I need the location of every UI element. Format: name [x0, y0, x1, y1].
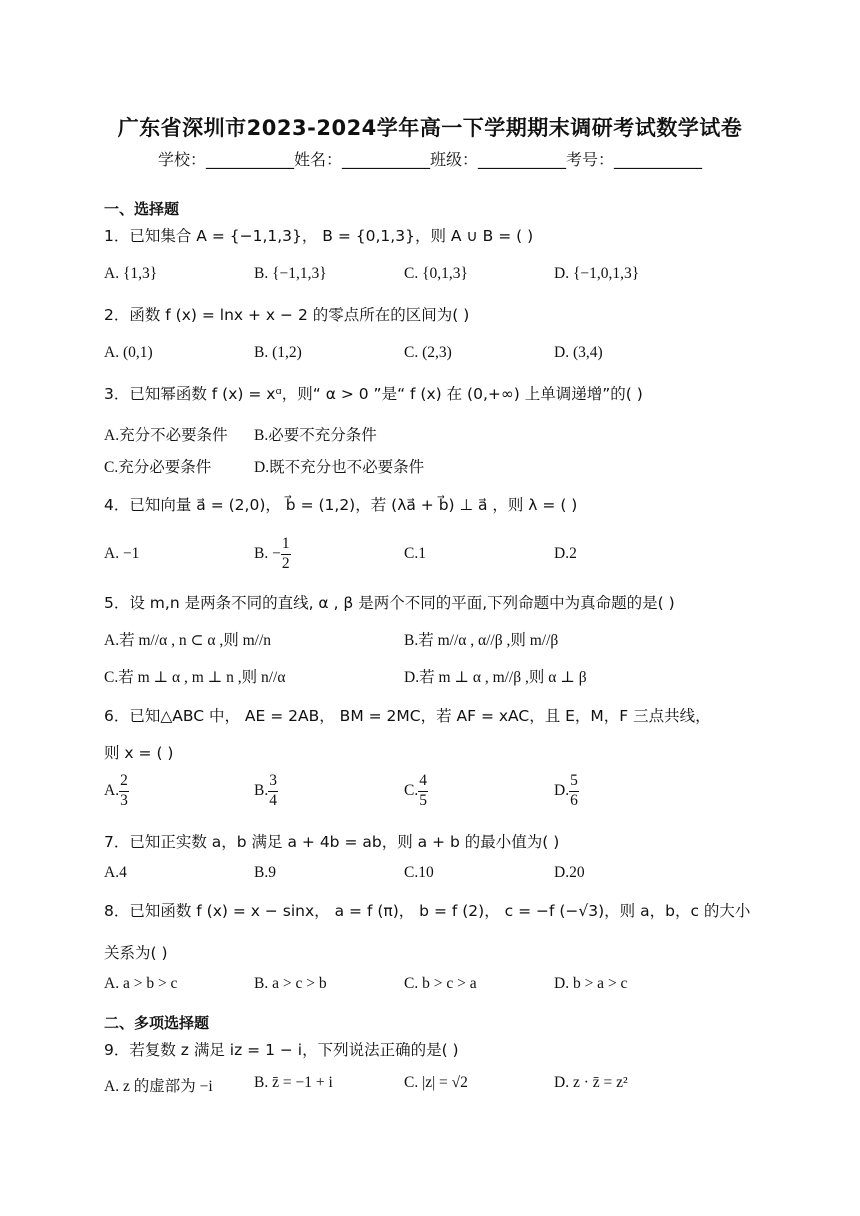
option-letter: A.	[104, 782, 120, 800]
question-7-stem: 7．已知正实数 a，b 满足 a + 4b = ab，则 a + b 的最小值为( )	[104, 833, 560, 851]
q5-option-a: A.若 m//α , n ⊂ α ,则 m//n	[104, 632, 272, 649]
q7-option-b: B.9	[254, 864, 276, 881]
student-info-line: 学校：___________姓名：___________班级：___________考号：___________	[157, 150, 702, 169]
q7-option-d: D.20	[554, 864, 585, 881]
q4-option-b-prefix: B. −	[254, 545, 281, 563]
q6-option-c	[404, 772, 428, 810]
fraction-denominator: 6	[570, 791, 578, 809]
q9-option-d: D. z · z̄ = z²	[554, 1074, 628, 1091]
q6-option-a	[104, 772, 129, 810]
question-5-stem: 5．设 m,n 是两条不同的直线, α , β 是两个不同的平面,下列命题中为真命题的是( )	[104, 594, 675, 612]
fraction-denominator: 4	[269, 791, 277, 809]
q4-option-d: D.2	[554, 545, 577, 562]
q2-option-d: D. (3,4)	[554, 344, 603, 361]
fraction-numerator: 3	[268, 772, 278, 792]
fraction-denominator: 2	[281, 554, 290, 572]
option-letter: D.	[554, 782, 570, 800]
section-heading-single-choice: 一、选择题	[104, 200, 180, 218]
q2-option-a: A. (0,1)	[104, 344, 153, 361]
q1-option-b: B. {−1,1,3}	[254, 265, 327, 282]
fraction-numerator: 2	[119, 772, 129, 792]
q4-option-a: A. −1	[104, 545, 140, 562]
question-3-stem: 3．已知幂函数 f (x) = xᵅ，则“ α > 0 ”是“ f (x) 在 (0,+∞) 上单调递增”的( )	[104, 385, 643, 403]
option-letter: B.	[254, 782, 269, 800]
q1-option-c: C. {0,1,3}	[404, 265, 468, 282]
q9-option-b: B. z̄ = −1 + i	[254, 1074, 333, 1091]
q9-option-a: A. z 的虚部为 −i	[104, 1078, 213, 1095]
q2-option-c: C. (2,3)	[404, 344, 452, 361]
q5-option-c: C.若 m ⊥ α , m ⊥ n ,则 n//α	[104, 669, 286, 686]
q7-option-c: C.10	[404, 864, 434, 881]
fraction-numerator: 4	[418, 772, 428, 792]
q4-option-b-fraction	[281, 535, 291, 573]
question-8-stem-line1: 8．已知函数 f (x) = x − sinx， a = f (π)， b = f (2)， c = −f (−√3)，则 a，b，c 的大小	[104, 902, 751, 920]
q1-option-d: D. {−1,0,1,3}	[554, 265, 640, 282]
fraction-denominator: 5	[419, 791, 427, 809]
q3-option-d: D.既不充分也不必要条件	[254, 459, 425, 476]
question-2-stem: 2．函数 f (x) = lnx + x − 2 的零点所在的区间为( )	[104, 306, 470, 324]
q5-option-b: B.若 m//α , α//β ,则 m//β	[404, 632, 559, 649]
q5-option-d: D.若 m ⊥ α , m//β ,则 α ⊥ β	[404, 669, 587, 686]
q6-option-b-fraction	[268, 772, 278, 810]
question-4-stem: 4．已知向量 a⃗ = (2,0)， b⃗ = (1,2)，若 (λa⃗ + b⃗) ⊥ a⃗ ，则 λ = ( )	[104, 496, 578, 514]
q6-option-a-fraction	[119, 772, 129, 810]
q9-option-c: C. |z| = √2	[404, 1074, 468, 1091]
q6-option-d-fraction	[569, 772, 579, 810]
q2-option-b: B. (1,2)	[254, 344, 302, 361]
option-letter: C.	[404, 782, 419, 800]
fraction-denominator: 3	[120, 791, 128, 809]
q6-option-b	[254, 772, 278, 810]
q7-option-a: A.4	[104, 864, 127, 881]
q4-option-b	[254, 535, 291, 573]
section-heading-multiple-choice: 二、多项选择题	[104, 1014, 210, 1032]
q6-option-d	[554, 772, 579, 810]
question-9-stem: 9．若复数 z 满足 iz = 1 − i，下列说法正确的是( )	[104, 1041, 459, 1059]
question-6-stem-line1: 6．已知△ABC 中， AE = 2AB， BM = 2MC，若 AF = xAC，且 E，M，F 三点共线，	[104, 707, 711, 725]
q6-option-c-fraction	[418, 772, 428, 810]
q8-option-a: A. a > b > c	[104, 975, 178, 992]
q4-option-c: C.1	[404, 545, 426, 562]
q1-option-a: A. {1,3}	[104, 265, 158, 282]
fraction-numerator: 1	[281, 535, 291, 555]
question-8-stem-line2: 关系为( )	[104, 944, 168, 962]
q8-option-b: B. a > c > b	[254, 975, 327, 992]
q8-option-d: D. b > a > c	[554, 975, 628, 992]
q8-option-c: C. b > c > a	[404, 975, 477, 992]
fraction-numerator: 5	[569, 772, 579, 792]
paper-title: 广东省深圳市2023-2024学年高一下学期期末调研考试数学试卷	[117, 116, 743, 140]
q3-option-b: B.必要不充分条件	[254, 427, 377, 444]
q3-option-c: C.充分必要条件	[104, 459, 212, 476]
question-1-stem: 1．已知集合 A = {−1,1,3}， B = {0,1,3}，则 A ∪ B = ( )	[104, 227, 534, 245]
question-6-stem-line2: 则 x = ( )	[104, 744, 174, 762]
q3-option-a: A.充分不必要条件	[104, 427, 228, 444]
